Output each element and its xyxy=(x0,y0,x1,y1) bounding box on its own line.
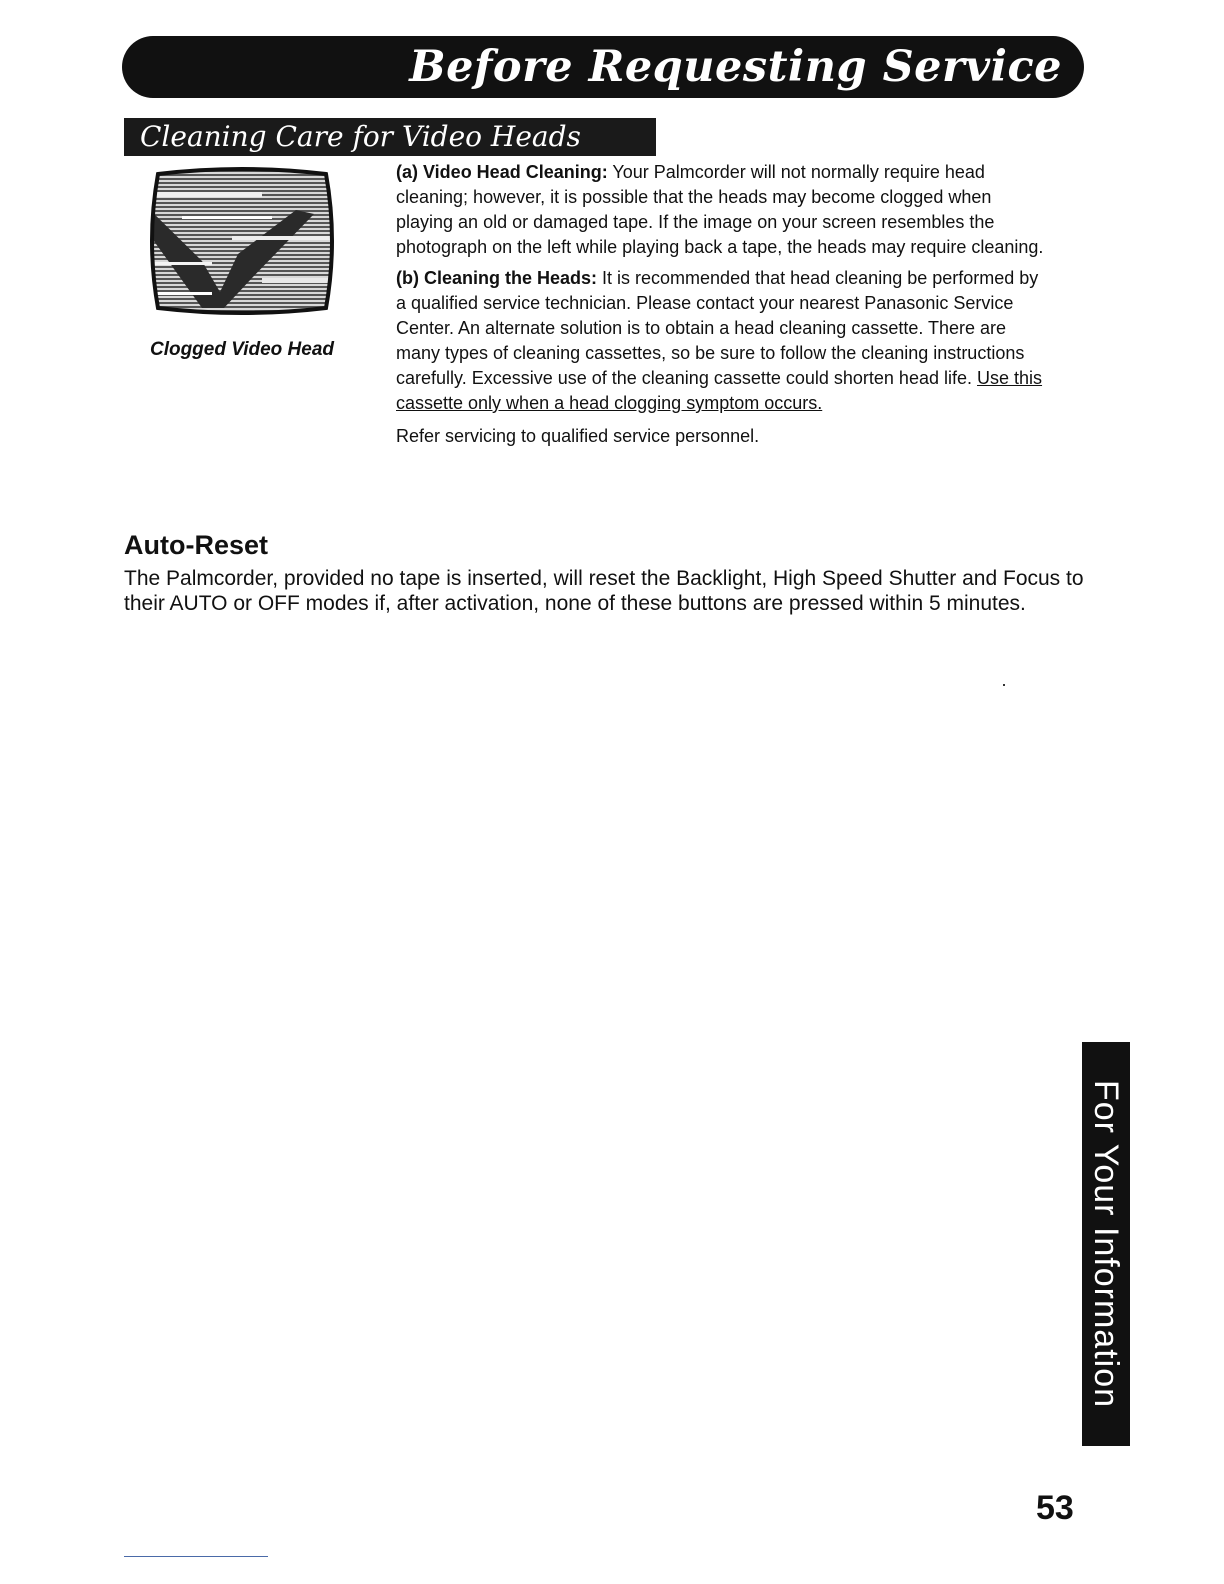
paragraph-text: Your Palmcorder will not normally require head cleaning; however, it is possible that the heads may become clogged when playing an old or damaged tape. If the image on your screen resembles the photograph on the left while playing back a tape, the heads may require cleaning. xyxy=(396,162,1044,257)
caution-note: Use this cassette only when a head clogging symptom occurs. xyxy=(396,368,1043,413)
paragraph-label: (b) Cleaning the Heads: xyxy=(396,268,598,288)
clogged-video-head-photo xyxy=(142,166,342,316)
page-title: Before Requesting Service xyxy=(409,42,1062,92)
auto-reset-heading: Auto-Reset xyxy=(124,530,269,560)
print-speck xyxy=(1003,684,1005,686)
page-header-banner xyxy=(122,36,1084,98)
page-number: 53 xyxy=(1036,1489,1074,1527)
auto-reset-body: The Palmcorder, provided no tape is inserted, will reset the Backlight, High Speed Shutter and Focus to their AUTO or OFF modes if, after activation, none of these buttons are pressed within 5 minutes. xyxy=(124,567,1084,615)
section-side-tab xyxy=(1082,1042,1130,1446)
figure-caption: Clogged Video Head xyxy=(149,339,335,360)
section-title: Cleaning Care for Video Heads xyxy=(140,120,581,153)
section-banner xyxy=(124,118,656,156)
refer-servicing-note: Refer servicing to qualified service personnel. xyxy=(396,426,760,446)
footer-rule xyxy=(124,1556,268,1557)
cleaning-instructions xyxy=(396,160,1046,449)
paragraph-label: (a) Video Head Cleaning: xyxy=(396,162,608,182)
paragraph-video-head-cleaning xyxy=(396,160,1046,260)
paragraph-text: It is recommended that head cleaning be performed by a qualified service technician. Please contact your nearest Panasonic Service Center. An alternate solution is to obtain a head cleaning cassette. There are many types of cleaning cassettes, so be sure to follow the cleaning instructions carefully. Excessive use of the cleaning cassette could shorten head life. xyxy=(396,268,1039,388)
paragraph-cleaning-the-heads xyxy=(396,266,1046,416)
side-tab-label: For Your Information xyxy=(1087,1079,1125,1409)
